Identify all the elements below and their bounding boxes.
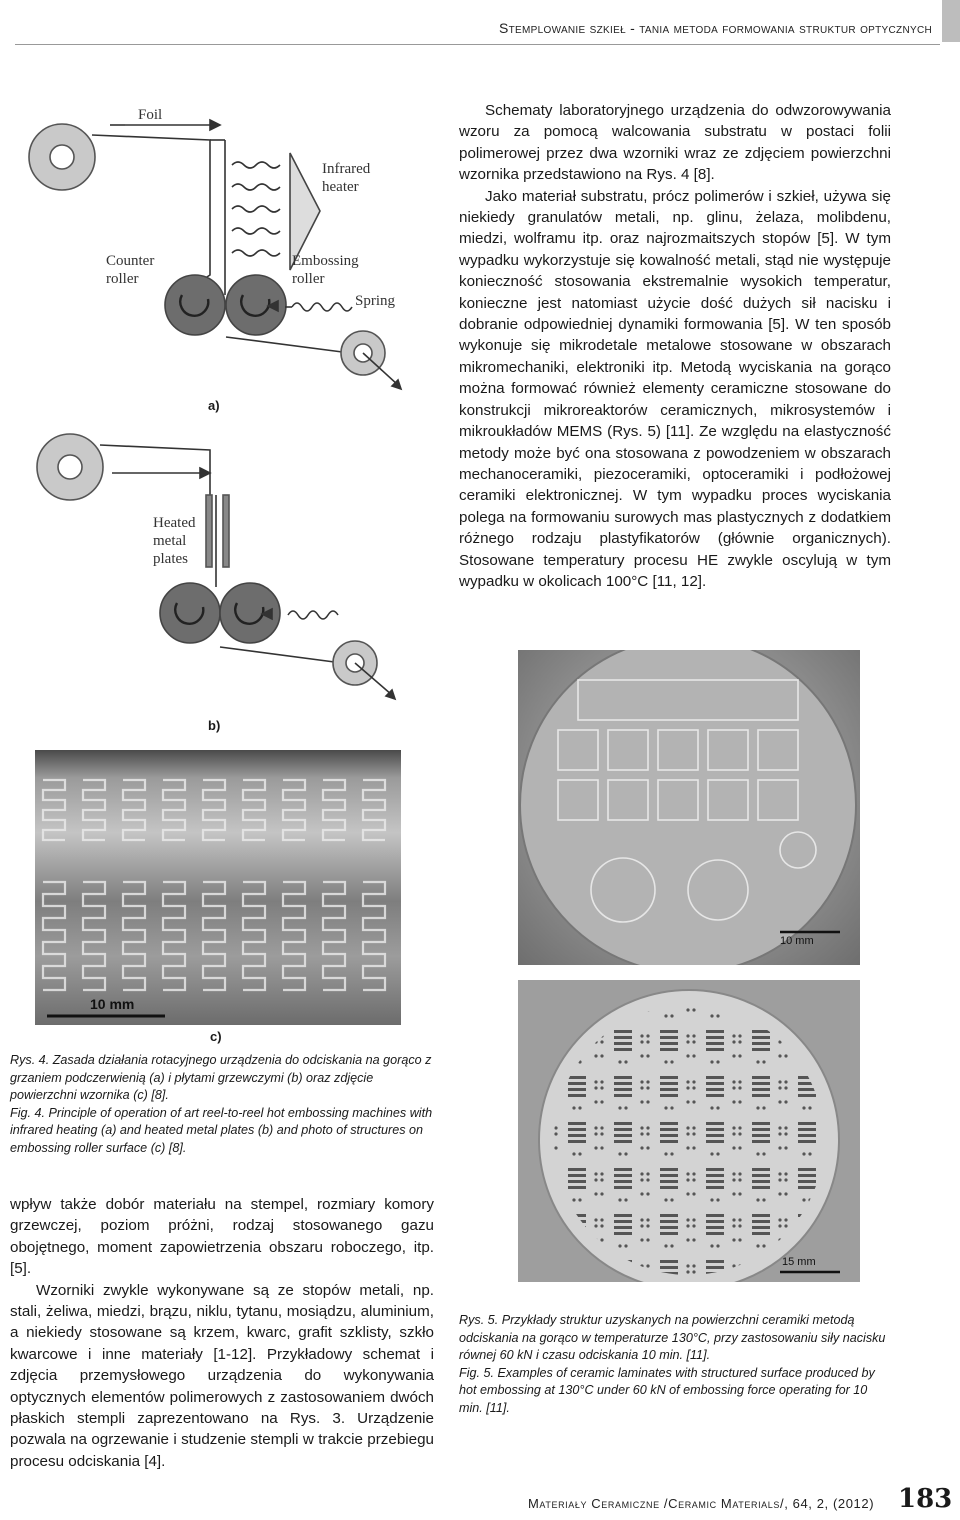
photo-embossing-roller xyxy=(35,750,401,1025)
left-paragraph-1: wpływ także dobór materiału na stempel, rozmiary komory grzewczej, poziom próżni, rodzaj stosowanego gazu obojętnego, moment zapowietrzenia obszaru roboczego, itp. [5]. xyxy=(10,1196,434,1278)
left-paragraph-2: Wzorniki zwykle wykonywane są ze stopów metali, np. stali, żeliwa, miedzi, brązu, niklu, tytanu, mosiądzu, aluminium, a niekiedy stosowane są krzem, kwarc, grafit szklisty, szkło kwarcowe i inne materiały [1-12]. Przykładowy schemat i zdjęcia przemysłowego urządzenia do wykonywania optycznych elementów polimerowych z zastosowaniem dwóch płaskich stempli zaprezentowano na Rys. 3. Urządzenie pozwala na ogrzewanie i studzenie stempli w trakcie przebiegu procesu odciskania [4]. xyxy=(10,1281,434,1470)
page-header xyxy=(0,0,960,60)
panel-c-label: c) xyxy=(210,1029,222,1044)
label-plates: plates xyxy=(153,551,188,567)
photo-ceramic-laminate-top xyxy=(518,650,860,965)
label-counter: Counter xyxy=(106,253,155,269)
right-body-text xyxy=(459,100,891,592)
label-heated: Heated xyxy=(153,515,196,531)
label-roller-2: roller xyxy=(292,271,325,287)
fig4-caption-pl-label: Rys. 4. xyxy=(10,1053,50,1067)
left-body-text xyxy=(10,1194,434,1472)
header-rule xyxy=(15,44,940,45)
label-foil: Foil xyxy=(138,107,163,123)
fig5-caption-en-label: Fig. 5. xyxy=(459,1365,494,1380)
figure4-schematics xyxy=(20,95,440,705)
corner-tab xyxy=(942,0,960,42)
fig5-caption-en: Examples of ceramic laminates with structured surface produced by hot embossing at 130°C under 60 kN of embossing force operating for 10 min. [11]. xyxy=(459,1365,875,1415)
label-heater: heater xyxy=(322,179,359,195)
fig4-caption-en: Principle of operation of art reel-to-reel hot embossing machines with infrared heating (a) and heated metal plates (b) and photo of structures on embossing roller surface (c) [8]. xyxy=(10,1105,433,1155)
scale-label-c: 10 mm xyxy=(90,996,135,1012)
label-embossing: Embossing xyxy=(292,253,359,269)
right-paragraph-1: Schematy laboratoryjnego urządzenia do odwzorowywania wzoru za pomocą walcowania substratu w postaci folii polimerowej przez dwa wzorniki wraz ze zdjęciem powierzchni wzornika przedstawiono na Rys. 4 [8]. xyxy=(459,102,891,184)
right-paragraph-2: Jako materiał substratu, prócz polimerów i szkieł, używa się niekiedy granulatów metali, np. glinu, żelaza, molibdenu, miedzi, wolframu itp. oraz najrozmaitszych stopów [5]. W tym wypadku wykorzystuje się kowalność metali, stąd nie występuje konieczność stosowania ekstremalnie wysokich temperatur, konieczne jest natomiast użycie dość dużych sił nacisku i dobranie odpowiedniej dynamiki formowania [5]. W ten sposób wykonuje się mikrodetale metalowe stosowane w obszarach mikromechaniki, elektroniki itp. Metodą wyciskania na gorąco można formować również elementy ceramiczne stosowane do konstrukcji mikroreaktorów ceramicznych, mikrosystemów i mikroukładów MEMS (Rys. 5) [11]. Ze względu na elastyczność metody może być ona stosowana z powodzeniem w obszarach mechanoceramiki, piezoceramiki, optoceramiki i podłożowej ceramiki elektronicznej. W tym wypadku proces wyciskania polega na formowaniu surowych mas plastycznych z dodatkiem różnego rodzaju plastyfikatorów (głównie organicznych). Stosowane temperatury procesu HE zwykle oscylują w tym wypadku w okolicach 100°C [11, 12]. xyxy=(459,187,891,590)
figure5-caption xyxy=(459,1312,891,1418)
scale-label-top: 10 mm xyxy=(780,935,814,947)
page-number: 183 xyxy=(898,1484,953,1514)
fig5-caption-pl: Przykłady struktur uzyskanych na powierzchni ceramiki metodą odciskania na gorąco w temperaturze 130°C, przy zastosowaniu siły nacisku równej 60 kN i czasu odciskania 10 min. [11]. xyxy=(459,1313,886,1363)
figure4-caption xyxy=(10,1052,435,1158)
label-roller: roller xyxy=(106,271,139,287)
footer-journal: Materiały Ceramiczne /Ceramic Materials/, 64, 2, (2012) xyxy=(528,1496,875,1511)
label-infrared: Infrared xyxy=(322,161,371,177)
scale-label-bottom: 15 mm xyxy=(782,1256,816,1268)
fig5-caption-pl-label: Rys. 5. xyxy=(459,1313,499,1327)
panel-b-label: b) xyxy=(208,718,221,733)
fig4-caption-en-label: Fig. 4. xyxy=(10,1105,45,1120)
schematic-b xyxy=(37,434,395,699)
label-metal: metal xyxy=(153,533,187,549)
panel-a-label: a) xyxy=(208,398,220,413)
photo-ceramic-laminate-bottom xyxy=(518,980,860,1282)
running-title: Stemplowanie szkieł - tania metoda formowania struktur optycznych xyxy=(499,20,932,36)
fig4-caption-pl: Zasada działania rotacyjnego urządzenia do odciskania na gorąco z grzaniem podczerwienią (a) i płytami grzewczymi (b) oraz zdjęcie powierzchni wzornika (c) [8]. xyxy=(10,1053,432,1103)
label-spring: Spring xyxy=(355,293,396,309)
